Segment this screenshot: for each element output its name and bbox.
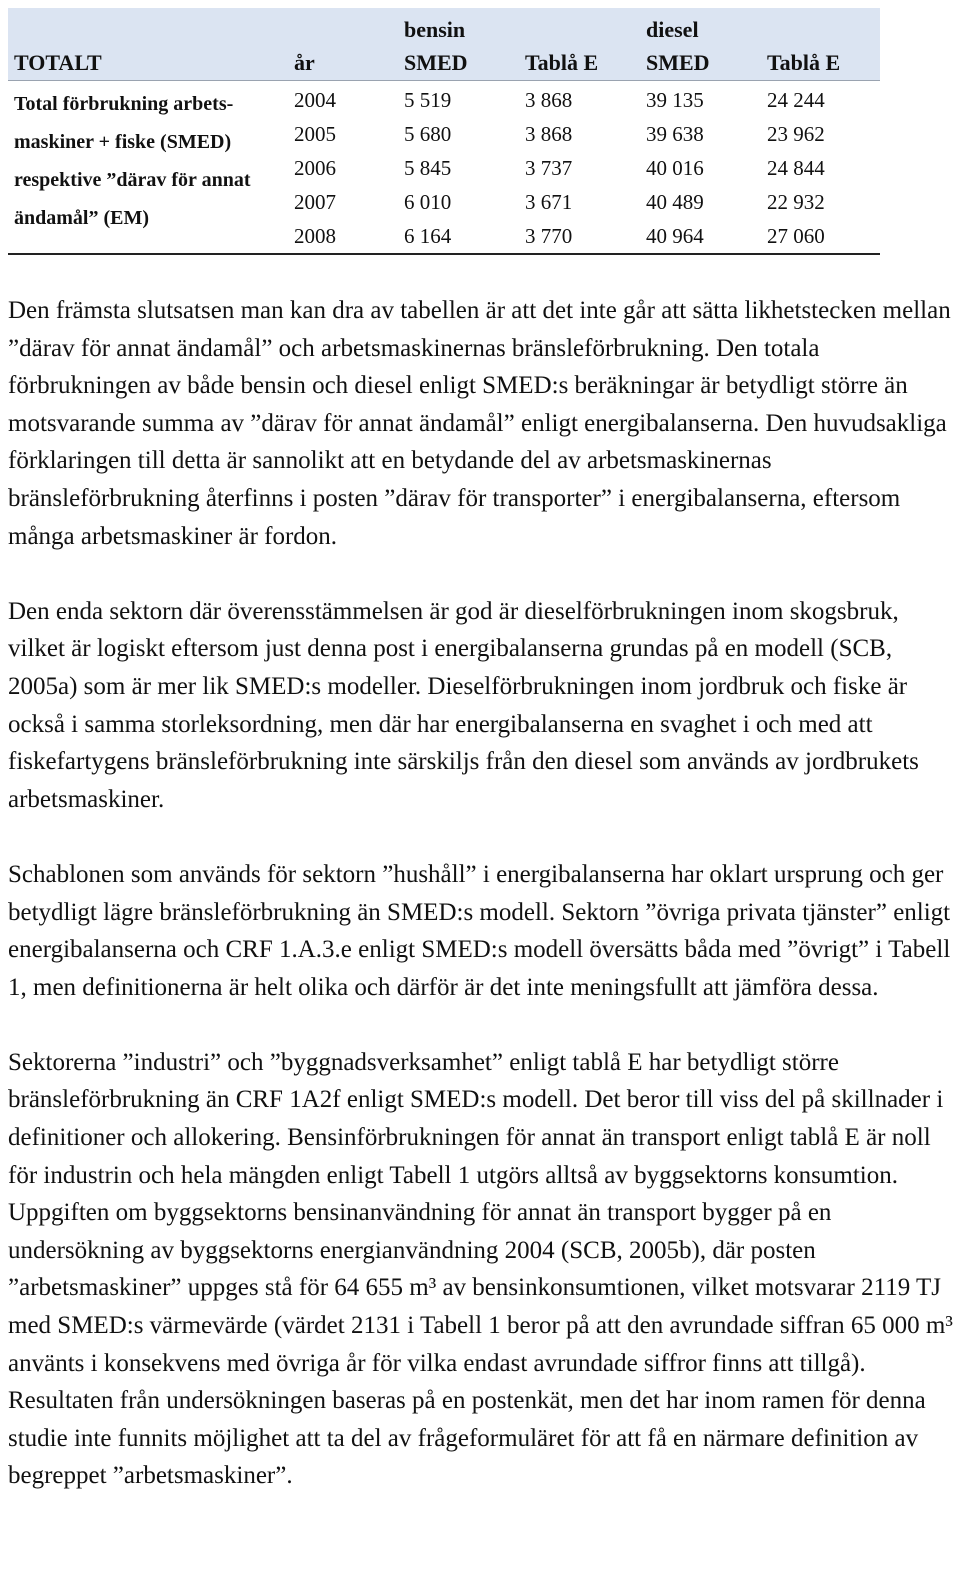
header-totalt: TOTALT — [14, 50, 102, 75]
header-bensin: bensin — [404, 17, 466, 42]
paragraph: Den främsta slutsatsen man kan dra av tabellen är att det inte går att sätta likhetstecken mellan ”därav för annat ändamål” och arbetsmaskinernas bränsleförbrukning. Den totala förbrukningen av både bensin och diesel enligt SMED:s beräkningar är betydligt större än motsvarande summa av ”därav för annat ändamål” enligt energibalanserna. Den huvudsakliga förklaringen till detta är sannolikt att en betydande del av arbetsmaskinernas bränsleförbrukning återfinns i posten ”därav för transporter” i energibalanserna, eftersom många arbetsmaskiner är fordon. — [8, 297, 951, 550]
cell-diesel-smed: 39 135 — [646, 88, 704, 112]
cell-diesel-smed: 40 016 — [646, 156, 704, 180]
cell-year: 2006 — [294, 156, 336, 180]
cell-diesel-table-e: 24 844 — [767, 156, 825, 180]
table-row — [8, 219, 880, 253]
table-header — [8, 8, 880, 81]
header-diesel: diesel — [646, 17, 699, 42]
cell-bensin-smed: 5 519 — [404, 88, 452, 112]
cell-year: 2004 — [294, 88, 336, 112]
cell-diesel-smed: 40 489 — [646, 190, 704, 214]
cell-bensin-smed: 6 164 — [404, 224, 452, 248]
cell-bensin-table-e: 3 770 — [525, 224, 573, 248]
cell-bensin-table-e: 3 868 — [525, 122, 573, 146]
header-diesel-smed: SMED — [646, 50, 710, 75]
cell-year: 2005 — [294, 122, 336, 146]
cell-year: 2007 — [294, 190, 336, 214]
cell-bensin-table-e: 3 737 — [525, 156, 573, 180]
cell-bensin-table-e: 3 671 — [525, 190, 573, 214]
paragraph: Sektorerna ”industri” och ”byggnadsverksamhet” enligt tablå E har betydligt större bränsleförbrukning än CRF 1A2f enligt SMED:s modell. Det beror till viss del på skillnader i definitioner och allokering. Bensinförbrukningen för annat än transport enligt tablå E är noll för industrin och hela mängden enligt Tabell 1 utgörs alltså av byggsektorns konsumtion. Uppgiften om byggsektorns bensinanvändning för annat än transport bygger på en undersökning av byggsektorns energianvändning 2004 (SCB, 2005b), där posten ”arbetsmaskiner” uppges stå för 64 655 m³ av bensinkonsumtionen, vilket motsvarar 2119 TJ med SMED:s värmevärde (värdet 2131 i Tabell 1 beror på att den avrundade siffran 65 000 m³ använts i konsekvens med övriga år för vilka endast avrundade siffror finns att tillgå). Resultaten från undersökningen baseras på en postenkät, men det har inom ramen för denna studie inte funnits möjlighet att ta del av frågeformuläret för att få en närmare definition av begreppet ”arbetsmaskiner”. — [8, 1048, 953, 1490]
table-body — [8, 81, 880, 255]
table-row — [8, 83, 880, 117]
table-row — [8, 185, 880, 219]
row-label-line: maskiner + fiske (SMED) — [14, 131, 232, 153]
cell-diesel-table-e: 23 962 — [767, 122, 825, 146]
cell-diesel-table-e: 24 244 — [767, 88, 825, 112]
cell-year: 2008 — [294, 224, 336, 248]
cell-bensin-smed: 6 010 — [404, 190, 452, 214]
cell-diesel-smed: 39 638 — [646, 122, 704, 146]
fuel-consumption-table — [8, 8, 880, 255]
header-year: år — [294, 50, 315, 75]
cell-bensin-smed: 5 680 — [404, 122, 452, 146]
cell-diesel-table-e: 22 932 — [767, 190, 825, 214]
paragraph: Schablonen som används för sektorn ”hushåll” i energibalanserna har oklart ursprung och ger betydligt lägre bränsleförbrukning än SMED:s modell. Sektorn ”övriga privata tjänster” enligt energibalanserna och CRF 1.A.3.e enligt SMED:s modell översätts båda med ”övrigt” i Tabell 1, men definitionerna är helt olika och därför är det inte meningsfullt att jämföra dessa. — [8, 860, 951, 1001]
body-text — [8, 292, 956, 1495]
cell-bensin-table-e: 3 868 — [525, 88, 573, 112]
header-bensin-smed: SMED — [404, 50, 468, 75]
row-label-line: Total förbrukning arbets- — [14, 93, 234, 115]
header-bensin-table-e: Tablå E — [525, 50, 599, 75]
row-label-line: ändamål” (EM) — [14, 207, 149, 229]
cell-diesel-table-e: 27 060 — [767, 224, 825, 248]
row-label-line: respektive ”därav för annat — [14, 169, 251, 191]
table-row — [8, 151, 880, 185]
header-diesel-table-e: Tablå E — [767, 50, 841, 75]
paragraph: Den enda sektorn där överensstämmelsen är god är dieselförbrukningen inom skogsbruk, vilket är logiskt eftersom just denna post i energibalanserna grundas på en modell (SCB, 2005a) som är mer lik SMED:s modeller. Dieselförbrukningen inom jordbruk och fiske är också i samma storleksordning, men där har energibalanserna en svaghet i och med att fiskefartygens bränsleförbrukning inte särskiljs från den diesel som används av jordbrukets arbetsmaskiner. — [8, 597, 919, 813]
table-row — [8, 117, 880, 151]
cell-diesel-smed: 40 964 — [646, 224, 704, 248]
cell-bensin-smed: 5 845 — [404, 156, 452, 180]
